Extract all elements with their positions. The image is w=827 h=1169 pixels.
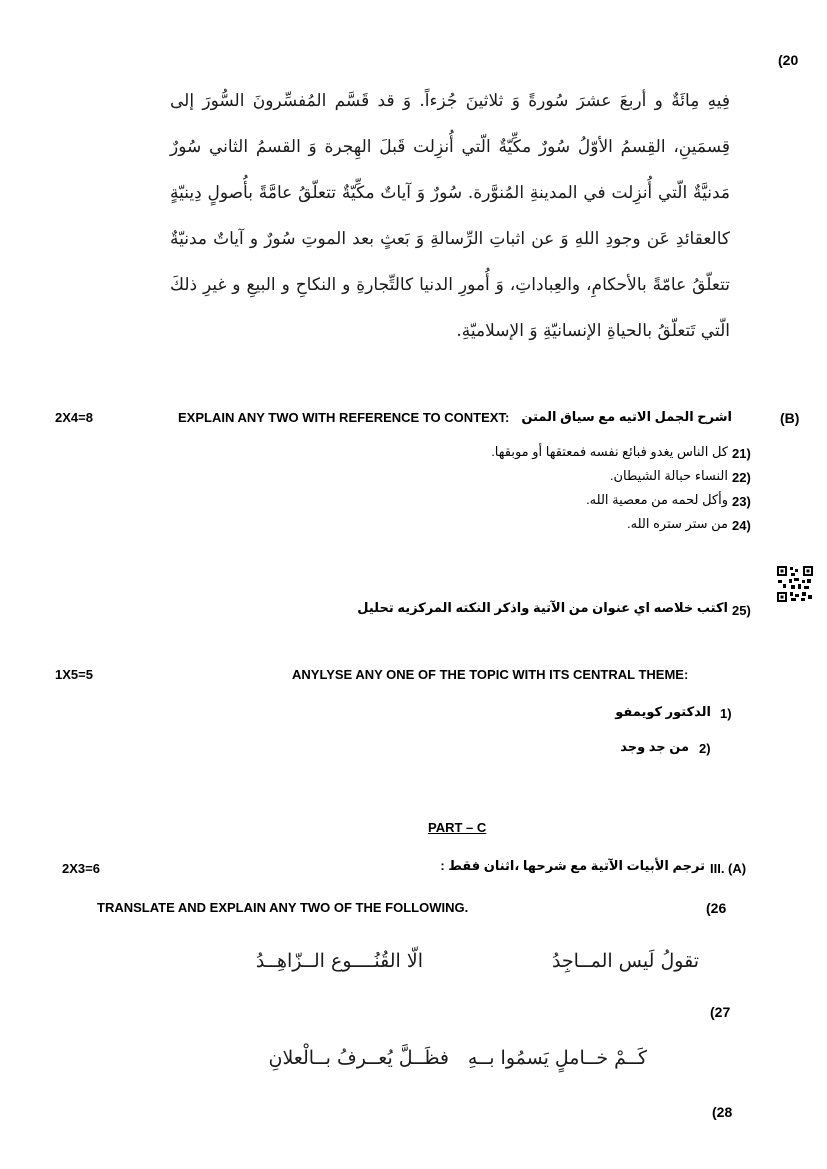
question-num: 25) (732, 603, 751, 618)
page-number: (20 (778, 52, 799, 68)
question-num: 21) (732, 446, 751, 461)
topic-num: 1) (720, 706, 732, 721)
section-b-label: (B) (780, 410, 800, 426)
section-b-heading-ar: اشرح الجمل الاتيه مع سياق المتن (521, 409, 732, 424)
part-c-instruction-ar: ترجم الأبيات الآتية مع شرحها ،اثنان فقط : (440, 858, 705, 873)
verse-27-first-hemistich: كَــمْ خــاملٍ يَسمُوا بــهِ (467, 1047, 647, 1069)
question-num: 23) (732, 494, 751, 509)
question-28-label: (28 (712, 1104, 733, 1120)
question-text: وأكل لحمه من معصية الله. (586, 492, 728, 507)
question-text: النساء حبالة الشيطان. (609, 468, 728, 483)
question-num: 22) (732, 470, 751, 485)
qr-code-icon (776, 565, 814, 603)
verse-27-second-hemistich: فظَــلَّ يُعــرفُ بــالْعلانِ (268, 1047, 449, 1069)
part-c-marks: 2X3=6 (62, 861, 100, 876)
verse-26-first-hemistich: تقولُ لَيس المــاجِدُ (551, 950, 699, 972)
question-text: من ستر ستره الله. (627, 516, 728, 531)
arabic-passage: فِيهِ مِائَةٌ و أربعَ عشرَ سُورةً وَ ثلاثينَ جُزءاً. وَ قد قَسَّم المُفسِّرونَ السُّورَ إلى قِسمَينِ، القِسمُ الأوّلُ سُورٌ مكِّيّةٌ الّتي أُنزِلت قَبلَ الهِجرة وَ القسمُ الثاني سُورٌ مَدنيَّةٌ الّتي أُنزِلت في المدينةِ المُنوَّرة. سُورٌ وَ آياتٌ مكِّيّةٌ تتعلّقُ عامَّةً بأُصولٍ دِينيّةٍ كالعقائدِ عَن وجودِ اللهِ وَ عن اثباتِ الرِّسالةِ وَ بَعثٍ بعد الموتِ سُورٌ و آياتٌ مدنيّةٌ تتعلّقُ عامّةً بالأحكامِ، والعِباداتِ، وَ أُمورِ الدنيا كالتِّجارةِ و النكاحِ و البيعِ و غيرِ ذلكَ الّتي تَتعلّقُ بالحياةِ الإنسانيّةِ وَ الإسلاميّةِ. (170, 91, 730, 341)
q25-heading-en: ANYLYSE ANY ONE OF THE TOPIC WITH ITS CENTRAL THEME: (292, 667, 689, 682)
part-c-heading-en: TRANSLATE AND EXPLAIN ANY TWO OF THE FOLLOWING. (97, 900, 469, 915)
part-c-instruction-label: III. (A) (710, 861, 747, 876)
section-b-marks: 2X4=8 (55, 410, 93, 425)
question-num: 24) (732, 518, 751, 533)
question-text: كل الناس يغدو فبائع نفسه فمعتقها أو موبقها. (491, 444, 728, 459)
question-text: اكتب خلاصه اي عنوان من الآتية واذكر النكته المركزيه تحليل (357, 600, 728, 615)
q25-marks: 1X5=5 (55, 667, 93, 682)
question-27-label: (27 (710, 1004, 731, 1020)
verse-26-second-hemistich: الّا القُنُــــوع الــزّاهِــدُ (255, 950, 423, 972)
question-26-label: (26 (706, 900, 727, 916)
section-b-heading-en: EXPLAIN ANY TWO WITH REFERENCE TO CONTEXT: (178, 410, 510, 425)
part-c-title: PART – C (428, 820, 487, 835)
topic-text: من جد وجد (620, 739, 689, 754)
topic-num: 2) (699, 741, 711, 756)
topic-text: الدكتور كويمفو (615, 704, 711, 719)
